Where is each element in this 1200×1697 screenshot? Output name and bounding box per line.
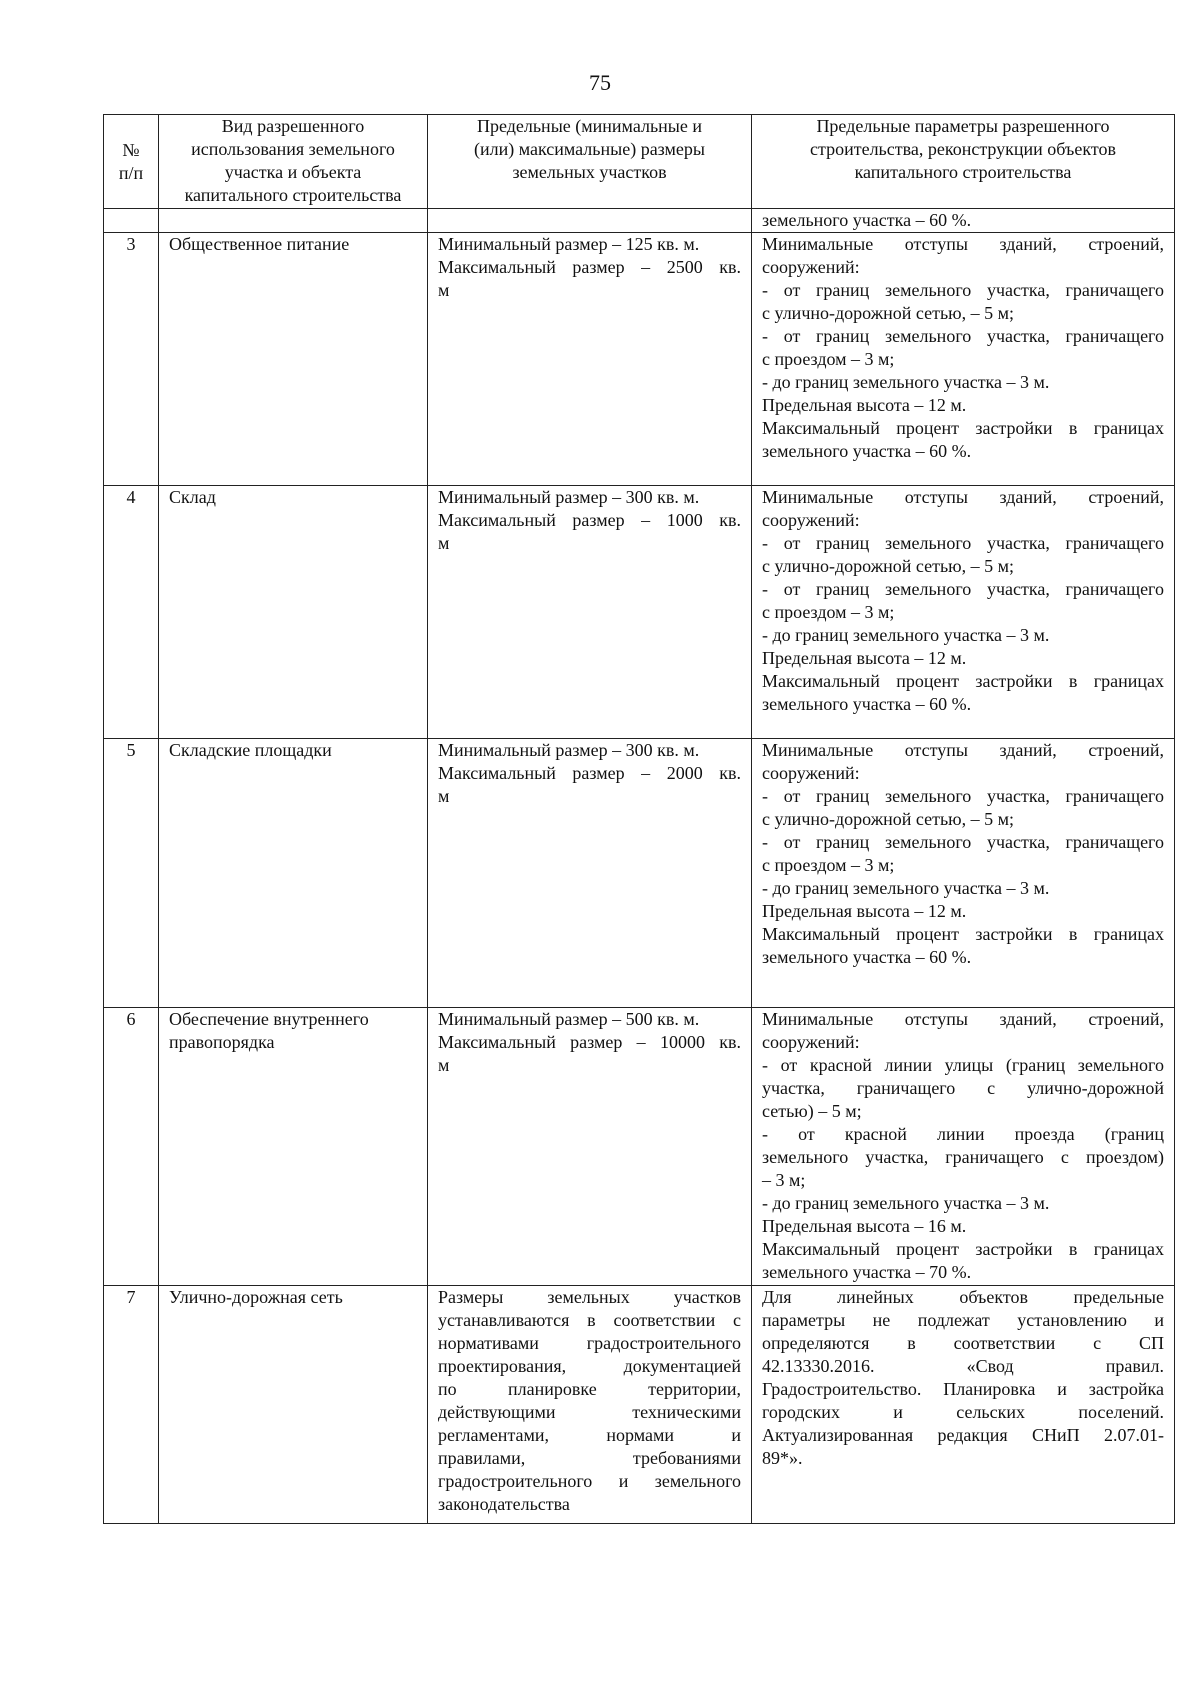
header-num: № п/п — [104, 115, 159, 209]
permitted-use-cell: Склад — [159, 486, 428, 739]
page-number: 75 — [589, 70, 611, 95]
row-number: 6 — [104, 1008, 159, 1286]
table-row — [104, 739, 1175, 1008]
construction-params-cell: Минимальные отступы зданий, строений, сооружений: - от границ земельного участка, граничащего с улично-дорожной сетью, – 5 м; - от границ земельного участка, граничащего с проездом – 3 м; - до границ земельного участка – 3 м. Предельная высота – 12 м. Максимальный процент застройки в границах земельного участка – 60 %. — [752, 486, 1175, 739]
row-number: 4 — [104, 486, 159, 739]
table-row — [104, 486, 1175, 739]
table-row — [104, 1008, 1175, 1286]
continuation-params-cell: земельного участка – 60 %. — [752, 209, 1175, 233]
permitted-use-cell: Улично-дорожная сеть — [159, 1286, 428, 1524]
plot-size-cell: Минимальный размер – 500 кв. м. Максимальный размер – 10000 кв. м — [428, 1008, 752, 1286]
permitted-use-cell: Обеспечение внутреннего правопорядка — [159, 1008, 428, 1286]
construction-params-cell: Минимальные отступы зданий, строений, сооружений: - от красной линии улицы (границ земельного участка, граничащего с улично-дорожной сетью) – 5 м; - от красной линии проезда (границ земельного участка, граничащего с проездом) – 3 м; - до границ земельного участка – 3 м. Предельная высота – 16 м. Максимальный процент застройки в границах земельного участка – 70 %. — [752, 1008, 1175, 1286]
zoning-parameters-table — [103, 114, 1175, 1524]
header-permitted-use: Вид разрешенного использования земельного участка и объекта капитального строительства — [159, 115, 428, 209]
permitted-use-cell: Общественное питание — [159, 233, 428, 486]
construction-params-cell: Минимальные отступы зданий, строений, сооружений: - от границ земельного участка, граничащего с улично-дорожной сетью, – 5 м; - от границ земельного участка, граничащего с проездом – 3 м; - до границ земельного участка – 3 м. Предельная высота – 12 м. Максимальный процент застройки в границах земельного участка – 60 %. — [752, 739, 1175, 1008]
table-row — [104, 233, 1175, 486]
construction-params-cell: Минимальные отступы зданий, строений, сооружений: - от границ земельного участка, граничащего с улично-дорожной сетью, – 5 м; - от границ земельного участка, граничащего с проездом – 3 м; - до границ земельного участка – 3 м. Предельная высота – 12 м. Максимальный процент застройки в границах земельного участка – 60 %. — [752, 233, 1175, 486]
plot-size-cell: Размеры земельных участков устанавливаются в соответствии с нормативами градостроительного проектирования, документацией по планировке территории, действующими техническими регламентами, нормами и правилами, требованиями градостроительного и земельного законодательства — [428, 1286, 752, 1524]
table-header-row — [104, 115, 1175, 209]
row-number: 5 — [104, 739, 159, 1008]
construction-params-cell: Для линейных объектов предельные параметры не подлежат установлению и определяются в соответствии с СП 42.13330.2016. «Свод правил. Градостроительство. Планировка и застройка городских и сельских поселений. Актуализированная редакция СНиП 2.07.01- 89*». — [752, 1286, 1175, 1524]
table-row-continuation — [104, 209, 1175, 233]
plot-size-cell: Минимальный размер – 300 кв. м. Максимальный размер – 1000 кв. м — [428, 486, 752, 739]
plot-size-cell: Минимальный размер – 125 кв. м. Максимальный размер – 2500 кв. м — [428, 233, 752, 486]
row-number: 7 — [104, 1286, 159, 1524]
row-number: 3 — [104, 233, 159, 486]
permitted-use-cell: Складские площадки — [159, 739, 428, 1008]
table-row — [104, 1286, 1175, 1524]
header-construction-params: Предельные параметры разрешенного строительства, реконструкции объектов капитального строительства — [752, 115, 1175, 209]
header-plot-size: Предельные (минимальные и (или) максимальные) размеры земельных участков — [428, 115, 752, 209]
plot-size-cell: Минимальный размер – 300 кв. м. Максимальный размер – 2000 кв. м — [428, 739, 752, 1008]
